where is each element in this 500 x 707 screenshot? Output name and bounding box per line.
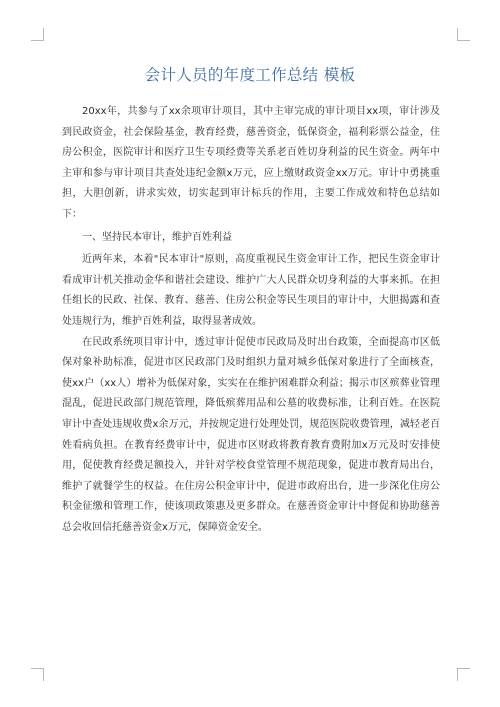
document-body — [62, 102, 440, 538]
crop-mark-bottom-right — [457, 668, 470, 681]
crop-mark-top-right — [457, 28, 470, 41]
document-title: 会计人员的年度工作总结 模板 — [144, 66, 356, 84]
crop-mark-bottom-left — [31, 668, 44, 681]
crop-mark-top-left — [31, 28, 44, 41]
body-paragraph: 在民政系统项目审计中，透过审计促使市民政局及时出台政策，全面提高市区低保对象补助标准，促进市区民政部门及时组织力量对城乡低保对象进行了全面核查，使xx户（xx人）增补为低保对象，实实在在维护困难群众利益；揭示市区殡葬业管理混乱，促进民政部门规范管理，降低殡葬用品和公墓的收费标准，让利百姓。在医院审计中查处违规收费x余万元，并按规定进行处理处罚，规范医院收费管理，减轻老百姓看病负担。在教育经费审计中，促进市区财政将教育教育费附加x万元及时安排使用，促使教育经费足额投入，并针对学校食堂管理不规范现象，促进市教育局出台，维护了就餐学生的权益。在住房公积金审计中，促进市政府出台，进一步深化住房公积金征缴和管理工作，使该项政策惠及更多群众。在慈善资金审计中督促和协助慈善总会收回信托慈善资金x万元，保障资金安全。 — [62, 336, 440, 533]
body-paragraph: 近两年来，本着"民本审计"原则，高度重视民生资金审计工作，把民生资金审计看成审计机关推动金华和谐社会建设、维护广大人民群众切身利益的大事来抓。在担任组长的民政、社保、教育、慈善、住房公积金等民生项目的审计中，大胆揭露和查处违规行为，维护百姓利益，取得显著成效。 — [62, 254, 440, 327]
section-heading: 一、坚持民本审计，维护百姓利益 — [82, 231, 232, 243]
intro-paragraph: 20xx年，共参与了xx余项审计项目，其中主审完成的审计项目xx项，审计涉及到民政资金，社会保险基金，教育经费，慈善资金，低保资金，福利彩票公益金，住房公积金，医院审计和医疗卫生专项经费等关系老百姓切身利益的民生资金。两年中主审和参与审计项目共查处违纪金额x万元，应上缴财政资金xx万元。审计中勇挑重担，大胆创新，讲求实效，切实起到审计标兵的作用，主要工作成效和特色总结如下： — [62, 106, 440, 220]
